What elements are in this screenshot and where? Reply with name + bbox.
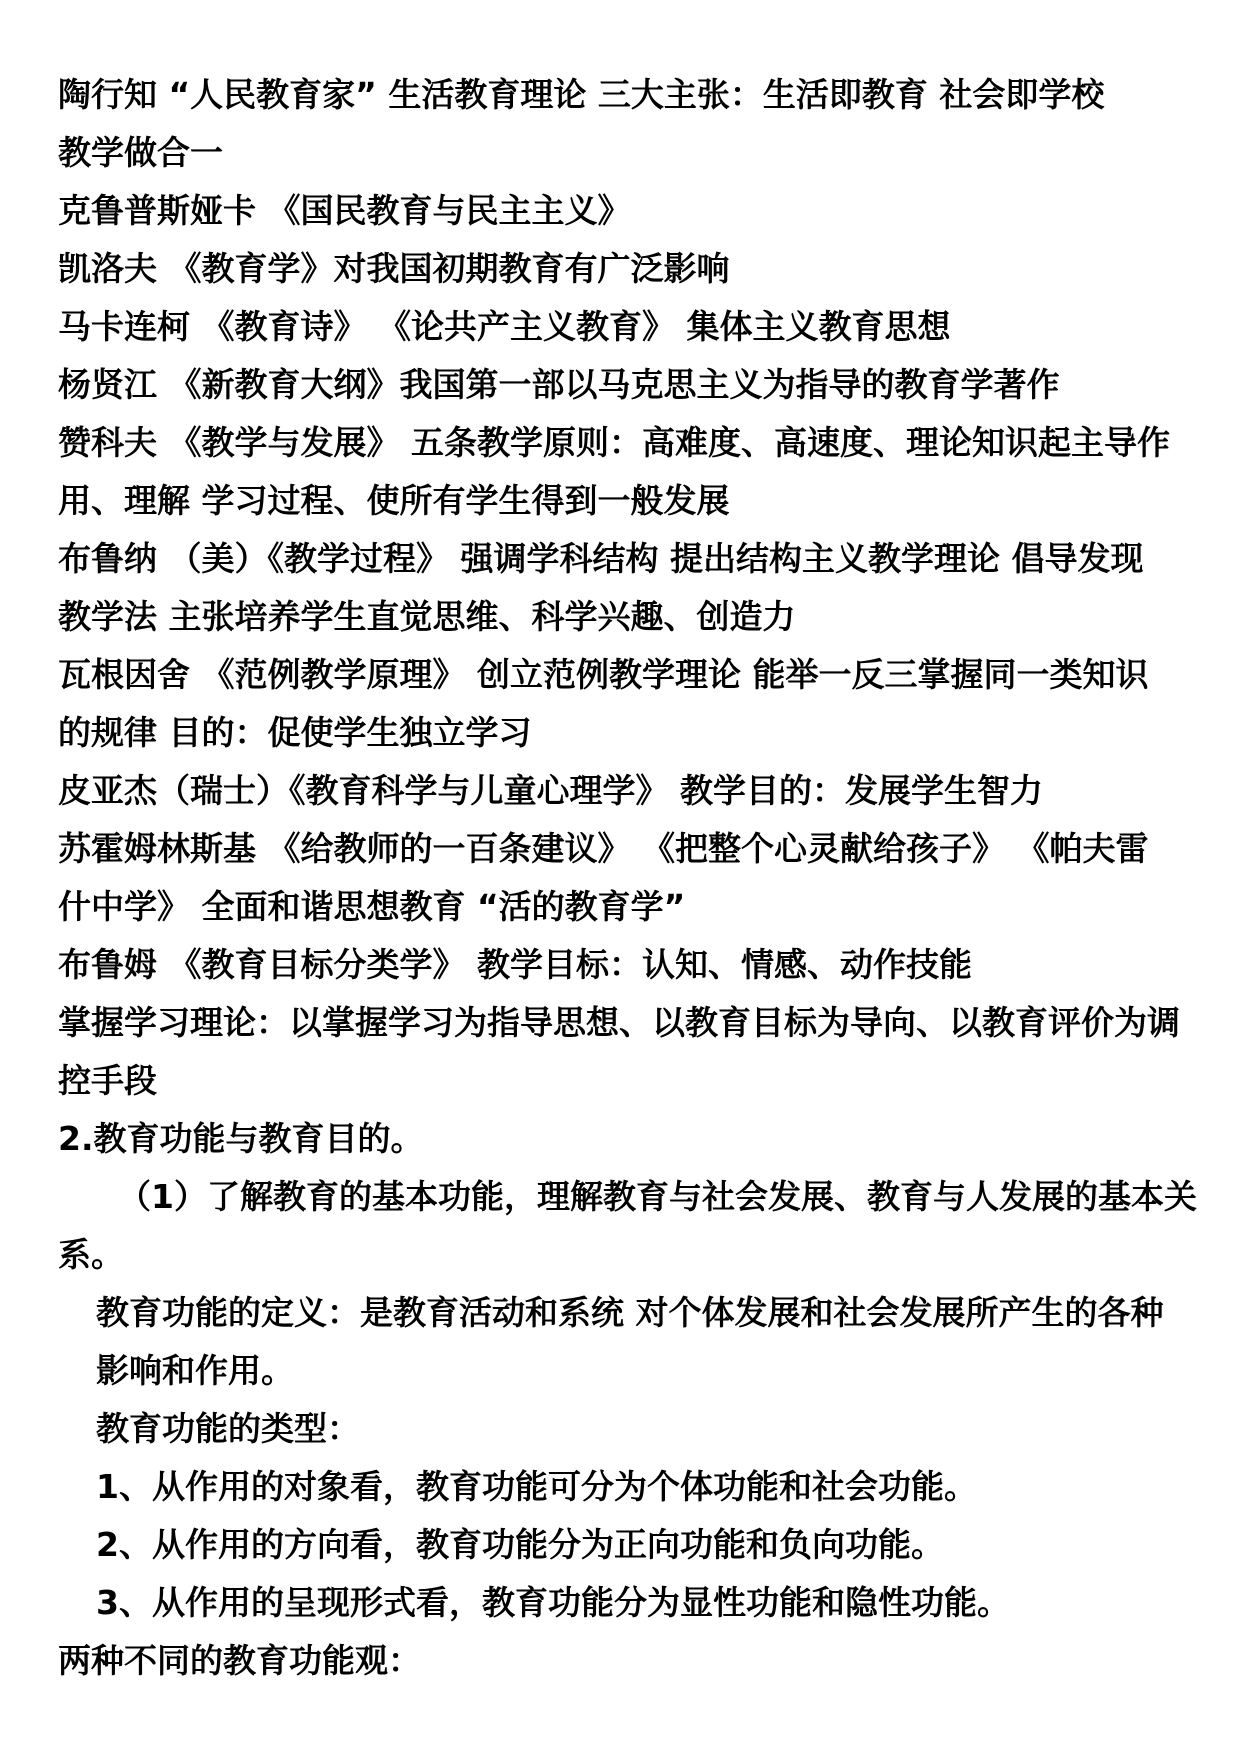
- text-line: 皮亚杰（瑞士）《教育科学与儿童心理学》 教学目的：发展学生智力: [58, 771, 1043, 810]
- document-body: [58, 66, 1197, 1690]
- text-line: 杨贤江 《新教育大纲》我国第一部以马克思主义为指导的教育学著作: [58, 365, 1060, 404]
- text-line: 掌握学习理论：以掌握学习为指导思想、以教育目标为导向、以教育评价为调: [58, 1003, 1180, 1042]
- list-item: 2、从作用的方向看，教育功能分为正向功能和负向功能。: [96, 1525, 944, 1564]
- text-line: 影响和作用。: [96, 1351, 294, 1390]
- text-line: 克鲁普斯娅卡 《国民教育与民主主义》: [58, 191, 631, 230]
- text-line: 两种不同的教育功能观：: [58, 1641, 421, 1680]
- text-line: 布鲁纳 （美）《教学过程》 强调学科结构 提出结构主义教学理论 倡导发现: [58, 539, 1144, 578]
- subsection-heading: （1）了解教育的基本功能，理解教育与社会发展、教育与人发展的基本关: [118, 1177, 1197, 1216]
- text-line: 系。: [58, 1235, 124, 1274]
- text-line: 苏霍姆林斯基 《给教师的一百条建议》 《把整个心灵献给孩子》 《帕夫雷: [58, 829, 1149, 868]
- text-line: 用、理解 学习过程、使所有学生得到一般发展: [58, 481, 730, 520]
- text-line: 陶行知 “人民教育家” 生活教育理论 三大主张：生活即教育 社会即学校: [58, 75, 1105, 114]
- text-line: 赞科夫 《教学与发展》 五条教学原则：高难度、高速度、理论知识起主导作: [58, 423, 1170, 462]
- text-line: 教育功能的类型：: [96, 1409, 360, 1448]
- text-line: 什中学》 全面和谐思想教育 “活的教育学”: [58, 887, 686, 926]
- text-line: 控手段: [58, 1061, 157, 1100]
- text-line: 马卡连柯 《教育诗》 《论共产主义教育》 集体主义教育思想: [58, 307, 951, 346]
- text-line: 凯洛夫 《教育学》对我国初期教育有广泛影响: [58, 249, 730, 288]
- text-line: 教学法 主张培养学生直觉思维、科学兴趣、创造力: [58, 597, 796, 636]
- text-line: 教育功能的定义：是教育活动和系统 对个体发展和社会发展所产生的各种: [96, 1293, 1164, 1332]
- list-item: 1、从作用的对象看，教育功能可分为个体功能和社会功能。: [96, 1467, 977, 1506]
- text-line: 瓦根因舍 《范例教学原理》 创立范例教学理论 能举一反三掌握同一类知识: [58, 655, 1149, 694]
- list-item: 3、从作用的呈现形式看，教育功能分为显性功能和隐性功能。: [96, 1583, 1010, 1622]
- text-line: 的规律 目的：促使学生独立学习: [58, 713, 532, 752]
- text-line: 教学做合一: [58, 133, 223, 172]
- text-line: 布鲁姆 《教育目标分类学》 教学目标：认知、情感、动作技能: [58, 945, 972, 984]
- section-heading: 2.教育功能与教育目的。: [58, 1119, 424, 1158]
